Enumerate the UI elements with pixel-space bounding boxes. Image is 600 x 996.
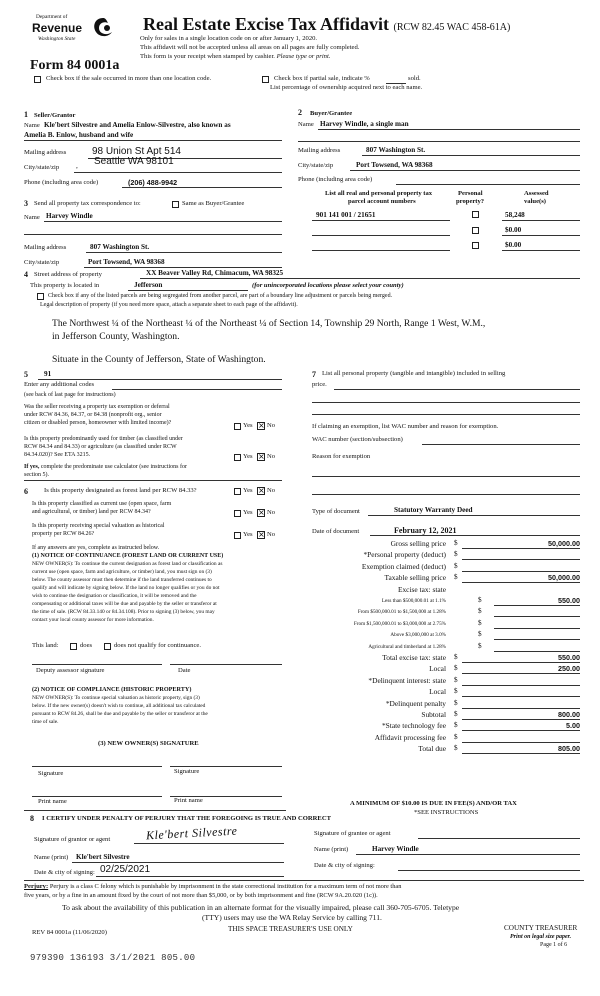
- parcel-col-header3b: value(s): [524, 198, 546, 205]
- see-instructions: *SEE INSTRUCTIONS: [414, 809, 479, 816]
- seller-city-comma: ,: [76, 162, 78, 170]
- buyer-city-value[interactable]: Port Towsend, WA 98368: [356, 161, 433, 169]
- dept-line3: Washington State: [38, 36, 76, 42]
- seller-phone-label: Phone (including area code): [24, 179, 99, 186]
- sec7-num: 7: [312, 370, 316, 379]
- tax-line-value[interactable]: 550.00: [558, 596, 580, 605]
- grantor-name-label: Name (print): [34, 854, 69, 861]
- no-label: No: [267, 487, 276, 494]
- seller-mail-label: Mailing address: [24, 149, 67, 156]
- tax-line-label: Above $3,000,000 at 3.0%: [390, 632, 446, 639]
- grantee-sig-label: Signature of grantee or agent: [314, 830, 391, 837]
- sec6-q3a: Is this property receiving special valuation as historical: [32, 523, 165, 529]
- street-num: 4: [24, 270, 28, 279]
- sub-line2: This affidavit will not be accepted unless all areas on all pages are fully completed.: [140, 44, 360, 51]
- grantor-name-value[interactable]: Kle'bert Silvestre: [76, 853, 130, 861]
- legal-desc-line2[interactable]: in Jefferson County, Washington.: [52, 331, 180, 342]
- dor-logo: [30, 12, 140, 52]
- corr-city-value[interactable]: Port Towsend, WA 98368: [88, 258, 165, 266]
- sec5-q2c: 84.34.020)? See ETA 3215.: [24, 452, 91, 458]
- ifyes-line2: section 5).: [24, 472, 49, 478]
- seller-phone-value[interactable]: (206) 488-9942: [128, 178, 178, 187]
- owner-sig-label2: Signature: [174, 768, 200, 775]
- sec6-q2a: Is this property classified as current use (open space, farm: [32, 501, 172, 507]
- buyer-num: 2: [298, 108, 302, 117]
- tax-line-label: Taxable selling price: [384, 573, 446, 583]
- deputy-date-label: Date: [178, 667, 191, 674]
- buyer-mail-value[interactable]: 807 Washington St.: [366, 146, 426, 154]
- dept-line1: Department of: [36, 14, 68, 20]
- notice2-line: pursuant to RCW 84.26, shall be due and payable by the seller or transferor at the: [32, 711, 208, 717]
- grantor-signature[interactable]: Kle'bert Silvestre: [145, 823, 238, 843]
- this-land-label: This land:: [32, 642, 59, 649]
- grantee-name-value[interactable]: Harvey Windle: [372, 845, 419, 853]
- sub-line1: Only for sales in a single location code on or after January 1, 2020.: [140, 35, 318, 42]
- sec5-q1a: Was the seller receiving a property tax exemption or deferral: [24, 404, 170, 410]
- located-label: This property is located in: [30, 282, 100, 289]
- sec6-q1-no-checkbox[interactable]: ×: [258, 486, 265, 495]
- buyer-mail-label: Mailing address: [298, 147, 341, 154]
- tax-line-value[interactable]: 50,000.00: [548, 573, 580, 583]
- currency-sign: $: [454, 744, 458, 753]
- doc-date-label: Date of document: [312, 528, 360, 535]
- legal-label: Legal description of property (if you need more space, attach a separate sheet to each page of the affidavit).: [40, 302, 298, 308]
- parcel-col-header3: Assessed: [524, 190, 549, 197]
- tax-line-label: *Delinquent penalty: [385, 698, 446, 708]
- personal-property-checkbox[interactable]: [472, 242, 479, 249]
- buyer-city-label: City/state/zip: [298, 162, 334, 169]
- same-as-buyer-label: Same as Buyer/Grantee: [182, 200, 245, 207]
- no-label: No: [267, 509, 276, 516]
- form-number: Form 84 0001a: [30, 58, 120, 73]
- sec8-num: 8: [30, 814, 34, 823]
- sec5-q1-no-checkbox[interactable]: ×: [258, 421, 265, 430]
- notice1-title: (1) NOTICE OF CONTINUANCE (FOREST LAND OR CURRENT USE): [32, 553, 224, 559]
- currency-sign: $: [478, 630, 482, 639]
- located-note: (for unincorporated locations please select your county): [252, 282, 404, 289]
- does-label: does: [80, 642, 93, 649]
- cashier-stamp: 979390 136193 3/1/2021 805.00: [30, 953, 196, 963]
- title-rcw: (RCW 82.45 WAC 458-61A): [393, 22, 511, 33]
- wac-label: WAC number (section/subsection): [312, 436, 403, 443]
- parcel-col-header1: List all real and personal property tax: [325, 190, 433, 197]
- tax-line-label: *State technology fee: [381, 721, 446, 731]
- currency-sign: $: [478, 596, 482, 604]
- buyer-name-value[interactable]: Harvey Windle, a single man: [320, 120, 409, 128]
- no-label: No: [267, 531, 276, 538]
- multi-location-checkbox[interactable]: [34, 76, 41, 83]
- owner-sig-label: Signature: [38, 770, 64, 777]
- personal-property-checkbox[interactable]: [472, 211, 479, 218]
- ifyes-text: complete the predominate use calculator (see instructions for: [40, 464, 187, 470]
- seller-city-label: City/state/zip: [24, 164, 60, 171]
- sec5-q1b: under RCW 84.36, 84.37, or 84.38 (nonprofit org., senior: [24, 412, 162, 418]
- minimum-note: A MINIMUM OF $10.00 IS DUE IN FEE(S) AND/OR TAX: [350, 800, 517, 807]
- grantor-date-value[interactable]: 02/25/2021: [100, 864, 151, 875]
- tax-line-label: Affidavit processing fee: [374, 732, 446, 742]
- currency-sign: $: [454, 687, 458, 696]
- tax-line-value[interactable]: 800.00: [558, 710, 580, 719]
- sec5-q2-yes-checkbox[interactable]: [234, 454, 241, 461]
- tax-line-label: Exemption claimed (deduct): [361, 561, 446, 571]
- currency-sign: $: [454, 539, 458, 547]
- multi-location-label: Check box if the sale occurred in more than one location code.: [46, 75, 212, 82]
- currency-sign: $: [454, 664, 458, 673]
- yes-label: Yes: [243, 531, 253, 538]
- yes-label: Yes: [243, 453, 253, 460]
- sec5-q2b: RCW 84.34 and 84.33) or agriculture (as classified under RCW: [24, 444, 177, 450]
- grantee-date-label: Date & city of signing:: [314, 862, 375, 869]
- does-not-qualify-checkbox[interactable]: [104, 643, 111, 650]
- currency-sign: $: [478, 618, 482, 627]
- tax-line-label: Local: [429, 687, 446, 697]
- doc-type-label: Type of document: [312, 508, 360, 515]
- parcel-number[interactable]: 901 141 001 / 21651: [316, 211, 376, 219]
- does-qualify-checkbox[interactable]: [70, 643, 77, 650]
- perjury-text: Perjury is a class C felony which is punishable by imprisonment in the state correctional institution for a maximum term of not more than: [49, 883, 402, 890]
- sec7-label2: price.: [312, 381, 327, 388]
- tax-line-value[interactable]: 5.00: [566, 721, 580, 731]
- tax-line-label: Less than $500,000.01 at 1.1%: [381, 598, 446, 604]
- sec5-code[interactable]: 91: [44, 370, 52, 378]
- reason-label: Reason for exemption: [312, 453, 371, 460]
- alt-format-line1: To ask about the availability of this publication in an alternate format for the visually impaired, please call 360-705-6705. Teletype: [62, 903, 460, 912]
- tax-line-label: *Personal property (deduct): [363, 550, 446, 560]
- legal-size-note: Print on legal size paper.: [510, 934, 572, 940]
- currency-sign: $: [454, 732, 458, 741]
- tax-line-value[interactable]: 550.00: [558, 653, 580, 662]
- no-label: No: [267, 422, 276, 429]
- same-as-buyer-checkbox[interactable]: [172, 201, 179, 208]
- any-yes-note: If any answers are yes, complete as instructed below.: [32, 545, 160, 551]
- parcel-col-header2b: property?: [456, 198, 485, 205]
- sec6-q1: Is this property designated as forest land per RCW 84.33?: [44, 487, 197, 494]
- notice1-line: qualify and will indicate by signing below. If the land no longer qualifies or you do not: [32, 585, 220, 591]
- legal-desc-line3[interactable]: Situate in the County of Jefferson, State of Washington.: [52, 354, 266, 365]
- seller-name-value2[interactable]: Amelia B. Enlow, husband and wife: [24, 131, 134, 139]
- street-label: Street address of property: [34, 271, 102, 278]
- sec6-q1-yes-checkbox[interactable]: [234, 488, 241, 495]
- tax-line-label: Gross selling price: [390, 539, 446, 548]
- seller-city-value[interactable]: Seattle WA 98101: [94, 156, 174, 167]
- seller-mail-value[interactable]: 98 Union St Apt 514: [92, 146, 181, 157]
- currency-sign: $: [454, 721, 458, 730]
- corr-mail-label: Mailing address: [24, 244, 67, 251]
- tax-line-label: Agricultural and timberland at 1.28%: [368, 643, 446, 650]
- sec6-q2-yes-checkbox[interactable]: [234, 510, 241, 517]
- does-not-label: does not qualify for continuance.: [114, 642, 201, 649]
- county-treasurer: COUNTY TREASURER: [504, 924, 578, 932]
- exempt-label: If claiming an exemption, list WAC number and reason for exemption.: [312, 423, 499, 430]
- tax-line-label: Excise tax: state: [397, 584, 446, 594]
- assessed-value[interactable]: $0.00: [505, 226, 522, 234]
- dept-line2: Revenue: [32, 21, 83, 35]
- sec6-q3-no-checkbox[interactable]: ×: [258, 530, 265, 539]
- page-number: Page 1 of 6: [540, 942, 568, 948]
- form-title: [143, 14, 510, 35]
- tax-line-label: Total excise tax: state: [382, 653, 446, 662]
- notice2-line: NEW OWNER(S): To continue special valuation as historic property, sign (3): [32, 695, 200, 701]
- buyer-phone-label: Phone (including area code): [298, 176, 373, 183]
- tax-line-label: Local: [429, 664, 446, 674]
- sub-line3: [140, 53, 330, 60]
- corr-city-label: City/state/zip: [24, 259, 60, 266]
- corr-name-label: Name: [24, 214, 40, 221]
- washington-swirl-icon: [90, 16, 116, 40]
- seller-name-value[interactable]: Kle'bert Silvestre and Amelia Enlow-Silvestre, also known as: [44, 121, 231, 129]
- sec5-q2-no-checkbox[interactable]: ×: [258, 452, 265, 461]
- notice2-line: time of sale.: [32, 719, 59, 725]
- sec5-q1c: citizen or disabled person, homeowner with limited income)?: [24, 420, 172, 426]
- notice1-line: contact your local county assessor for more information.: [32, 617, 154, 623]
- segregated-checkbox[interactable]: [37, 293, 44, 300]
- treasurer-use: THIS SPACE TREASURER'S USE ONLY: [228, 925, 353, 933]
- parcel-col-header2: Personal: [458, 190, 483, 197]
- doc-type-value[interactable]: Statutory Warranty Deed: [394, 506, 473, 514]
- seller-name-label: Name: [24, 122, 40, 129]
- sec5-q1-yes-checkbox[interactable]: [234, 423, 241, 430]
- deputy-sig-label: Deputy assessor signature: [36, 667, 105, 674]
- assessed-value[interactable]: $0.00: [505, 241, 522, 249]
- doc-date-value[interactable]: February 12, 2021: [394, 526, 457, 535]
- sec5-q2a: Is this property predominantly used for timber (as classified under: [24, 436, 183, 442]
- personal-property-checkbox[interactable]: [472, 227, 479, 234]
- tax-line-label: From $500,000.01 to $1,500,000 at 1.28%: [357, 609, 446, 616]
- currency-sign: $: [478, 641, 482, 650]
- owner-print-label2: Print name: [174, 797, 203, 804]
- certify-line: I CERTIFY UNDER PENALTY OF PERJURY THAT THE FOREGOING IS TRUE AND CORRECT: [42, 815, 331, 822]
- sec6-q2-no-checkbox[interactable]: ×: [258, 508, 265, 517]
- legal-desc-line1[interactable]: The Northwest ¼ of the Northeast ¼ of the Northeast ¼ of Section 14, Township 29 North, Range 1 West, W.M.,: [52, 318, 486, 329]
- seller-num: 1: [24, 110, 28, 119]
- assessed-value[interactable]: 58,248: [505, 211, 525, 219]
- buyer-heading: Buyer/Grantee: [310, 110, 353, 117]
- tax-line-label: From $1,500,000.01 to $3,000,000 at 2.75%: [353, 620, 446, 627]
- tax-line-label: *Delinquent interest: state: [368, 675, 446, 685]
- partial-sale-checkbox[interactable]: [262, 76, 269, 83]
- corr-mail-value[interactable]: 807 Washington St.: [90, 243, 150, 251]
- grantee-name-label: Name (print): [314, 846, 349, 853]
- corr-num: 3: [24, 199, 28, 208]
- currency-sign: $: [454, 550, 458, 559]
- owner-print-label: Print name: [38, 798, 67, 805]
- buyer-name-label: Name: [298, 121, 314, 128]
- currency-sign: $: [454, 653, 458, 661]
- partial-sold: sold.: [408, 75, 421, 82]
- tax-line-label: Total due: [418, 744, 446, 754]
- notice1-line: wish to continue the designation or classification, it will be removed and the: [32, 593, 197, 599]
- yes-label: Yes: [243, 487, 253, 494]
- new-owner-sig-title: (3) NEW OWNER(S) SIGNATURE: [98, 740, 199, 747]
- sec5-num: 5: [24, 370, 28, 379]
- located-value[interactable]: Jefferson: [134, 281, 163, 289]
- perjury-line1: [24, 883, 401, 890]
- currency-sign: $: [478, 607, 482, 616]
- currency-sign: $: [454, 573, 458, 582]
- tax-line-value[interactable]: 50,000.00: [548, 539, 580, 548]
- tax-line-label: Subtotal: [421, 710, 446, 719]
- currency-sign: $: [454, 710, 458, 718]
- notice2-line: below. If the new owner(s) doesn't wish to continue, all additional tax calculated: [32, 703, 206, 709]
- grantor-date-label: Date & city of signing:: [34, 869, 95, 876]
- sec6-num: 6: [24, 487, 28, 496]
- ifyes-line: [24, 464, 187, 470]
- currency-sign: $: [454, 698, 458, 707]
- sec6-q3-yes-checkbox[interactable]: [234, 532, 241, 539]
- sec7-label: List all personal property (tangible and intangible) included in selling: [322, 370, 506, 377]
- yes-label: Yes: [243, 509, 253, 516]
- sec6-q3b: property per RCW 84.26?: [32, 531, 95, 537]
- rev-number: REV 84 0001a (11/06/2020): [32, 929, 107, 936]
- currency-sign: $: [454, 675, 458, 684]
- notice1-line: below. The county assessor must then determine if the land transferred continues to: [32, 577, 212, 583]
- seller-heading: Seller/Grantor: [34, 112, 76, 119]
- sub3-text: This form is your receipt when stamped by cashier.: [140, 53, 275, 60]
- segregated-label: Check box if any of the listed parcels are being segregated from another parcel, are part of a boundary line adjustment or parcels being merged.: [48, 293, 393, 299]
- sec6-q2b: and agricultural, or timber) land per RCW 84.34?: [32, 509, 151, 515]
- notice1-line: NEW OWNER(S): To continue the current designation as forest land or classification as: [32, 561, 223, 567]
- ifyes-bold: If yes,: [24, 464, 40, 470]
- corr-label: Send all property tax correspondence to:: [34, 200, 141, 207]
- ownership-pct-note: List percentage of ownership acquired next to each name.: [270, 84, 423, 91]
- partial-sale-label: Check box if partial sale, indicate %: [274, 75, 370, 82]
- perjury-bold: Perjury:: [24, 883, 49, 890]
- add-codes-label: Enter any additional codes: [24, 381, 95, 388]
- perjury-line2: five years, or by a fine in an amount fixed by the court of not more than $5,000, or by both imprisonment and fine (RCW 9A.20.020 (1c)).: [24, 892, 378, 899]
- parcel-col-header1b: parcel account numbers: [348, 198, 416, 205]
- no-label: No: [267, 453, 276, 460]
- grantor-sig-label: Signature of grantor or agent: [34, 836, 111, 843]
- see-back: (see back of last page for instructions): [24, 392, 116, 398]
- corr-name-value[interactable]: Harvey Windle: [46, 212, 93, 220]
- currency-sign: $: [454, 561, 458, 570]
- street-value[interactable]: XX Beaver Valley Rd, Chimacum, WA 98325: [146, 269, 284, 277]
- yes-label: Yes: [243, 422, 253, 429]
- alt-format-line2: (TTY) users may use the WA Relay Service by calling 711.: [202, 913, 382, 922]
- notice1-line: compensating or additional taxes will be due and payable by the seller or transferor at: [32, 601, 217, 607]
- notice1-line: current use (open space, farm and agriculture, or timber) land, you must sign on (3): [32, 569, 212, 575]
- notice1-line: the time of sale. (RCW 84.33.140 or 84.34.108). Prior to signing (3) below, you may: [32, 609, 215, 615]
- tax-line-value[interactable]: 805.00: [558, 744, 580, 754]
- title-text: Real Estate Excise Tax Affidavit: [143, 14, 389, 34]
- notice2-title: (2) NOTICE OF COMPLIANCE (HISTORIC PROPERTY): [32, 686, 192, 693]
- sub3-italic: Please type or print.: [276, 53, 331, 60]
- tax-line-value[interactable]: 250.00: [558, 664, 580, 674]
